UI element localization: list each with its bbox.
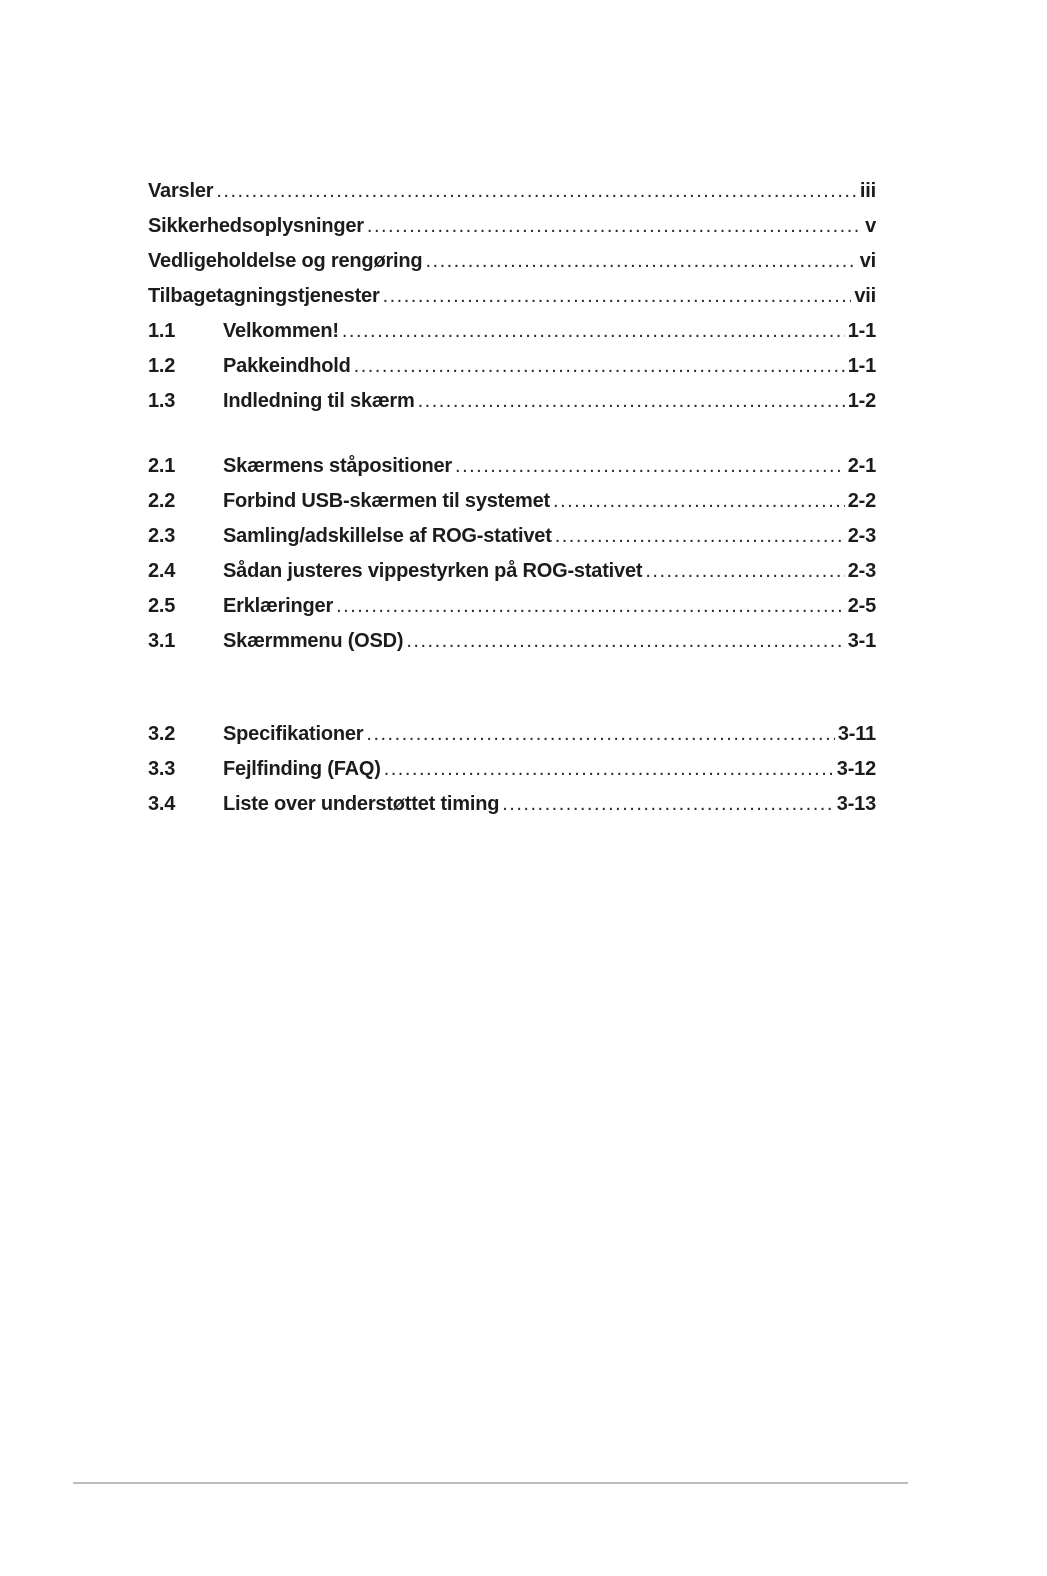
- toc-entry-page: 3-13: [836, 793, 876, 815]
- toc-entry-page: 1-1: [847, 320, 876, 342]
- dot-leader: [555, 525, 845, 548]
- toc-entry-page: 2-3: [847, 525, 876, 547]
- toc-entry-title: Vedligeholdelse og rengøring: [148, 250, 423, 272]
- toc-entry-page: vi: [859, 250, 876, 272]
- toc-entry-title: Skærmens ståpositioner: [223, 455, 453, 477]
- dot-leader: [455, 455, 845, 478]
- toc-entry-title: Specifikationer: [223, 723, 364, 745]
- toc-entry-number: 3.4: [148, 793, 176, 815]
- toc-entry-number: 1.1: [148, 320, 176, 342]
- toc-entry-title: Velkommen!: [223, 320, 339, 342]
- toc-entry-title: Forbind USB-skærmen til systemet: [223, 490, 551, 512]
- toc-entry-number: 2.5: [148, 595, 176, 617]
- dot-leader: [553, 490, 845, 513]
- toc-entry-2-4[interactable]: [148, 560, 876, 595]
- toc-entry-title: Varsler: [148, 180, 214, 202]
- toc-entry-3-2[interactable]: [148, 723, 876, 758]
- toc-entry-2-2[interactable]: [148, 490, 876, 525]
- footer-divider: [73, 1482, 908, 1484]
- toc-entry-page: 2-2: [847, 490, 876, 512]
- toc-entry-page: v: [865, 215, 876, 237]
- toc-entry-number: 2.3: [148, 525, 176, 547]
- toc-entry-title: Indledning til skærm: [223, 390, 415, 412]
- toc-entry-title: Tilbagetagningstjenester: [148, 285, 380, 307]
- toc-entry-1-2[interactable]: [148, 355, 876, 390]
- dot-leader: [645, 560, 844, 583]
- dot-leader: [367, 215, 862, 238]
- dot-leader: [354, 355, 845, 378]
- toc-entry-2-5[interactable]: [148, 595, 876, 630]
- toc-entry-page: 1-2: [847, 390, 876, 412]
- toc-entry-number: 2.1: [148, 455, 176, 477]
- toc-entry-number: 2.4: [148, 560, 176, 582]
- dot-leader: [418, 390, 845, 413]
- table-of-contents: [148, 180, 876, 828]
- toc-entry-page: 3-12: [836, 758, 876, 780]
- toc-entry-page: iii: [859, 180, 876, 202]
- toc-entry-1-1[interactable]: [148, 320, 876, 355]
- dot-leader: [366, 723, 834, 746]
- toc-entry-number: 3.3: [148, 758, 176, 780]
- dot-leader: [406, 630, 844, 653]
- toc-entry-varsler[interactable]: [148, 180, 876, 215]
- toc-entry-page: 3-1: [847, 630, 876, 652]
- toc-entry-number: 1.2: [148, 355, 176, 377]
- toc-entry-3-1[interactable]: [148, 630, 876, 665]
- dot-leader: [336, 595, 845, 618]
- toc-entry-3-3[interactable]: [148, 758, 876, 793]
- toc-entry-title: Liste over understøttet timing: [223, 793, 500, 815]
- toc-entry-page: 2-5: [847, 595, 876, 617]
- toc-entry-number: 3.2: [148, 723, 176, 745]
- dot-leader: [342, 320, 845, 343]
- toc-entry-page: 2-3: [847, 560, 876, 582]
- toc-entry-tilbagetagningstjenester[interactable]: [148, 285, 876, 320]
- toc-entry-page: 2-1: [847, 455, 876, 477]
- dot-leader: [216, 180, 857, 203]
- dot-leader: [383, 285, 852, 308]
- dot-leader: [425, 250, 856, 273]
- dot-leader: [384, 758, 834, 781]
- toc-entry-2-1[interactable]: [148, 455, 876, 490]
- toc-entry-title: Samling/adskillelse af ROG-stativet: [223, 525, 552, 547]
- toc-entry-2-3[interactable]: [148, 525, 876, 560]
- toc-entry-page: 1-1: [847, 355, 876, 377]
- toc-entry-title: Sikkerhedsoplysninger: [148, 215, 364, 237]
- toc-entry-title: Skærmmenu (OSD): [223, 630, 404, 652]
- toc-entry-number: 2.2: [148, 490, 176, 512]
- toc-entry-1-3[interactable]: [148, 390, 876, 425]
- toc-entry-number: 1.3: [148, 390, 176, 412]
- toc-entry-number: 3.1: [148, 630, 176, 652]
- toc-entry-title: Fejlfinding (FAQ): [223, 758, 381, 780]
- toc-entry-vedligeholdelse[interactable]: [148, 250, 876, 285]
- toc-entry-title: Erklæringer: [223, 595, 334, 617]
- toc-entry-title: Pakkeindhold: [223, 355, 351, 377]
- toc-entry-page: 3-11: [837, 723, 876, 745]
- toc-entry-page: vii: [854, 285, 876, 307]
- toc-entry-3-4[interactable]: [148, 793, 876, 828]
- toc-entry-title: Sådan justeres vippestyrken på ROG-stativet: [223, 560, 643, 582]
- toc-entry-sikkerhedsoplysninger[interactable]: [148, 215, 876, 250]
- dot-leader: [502, 793, 834, 816]
